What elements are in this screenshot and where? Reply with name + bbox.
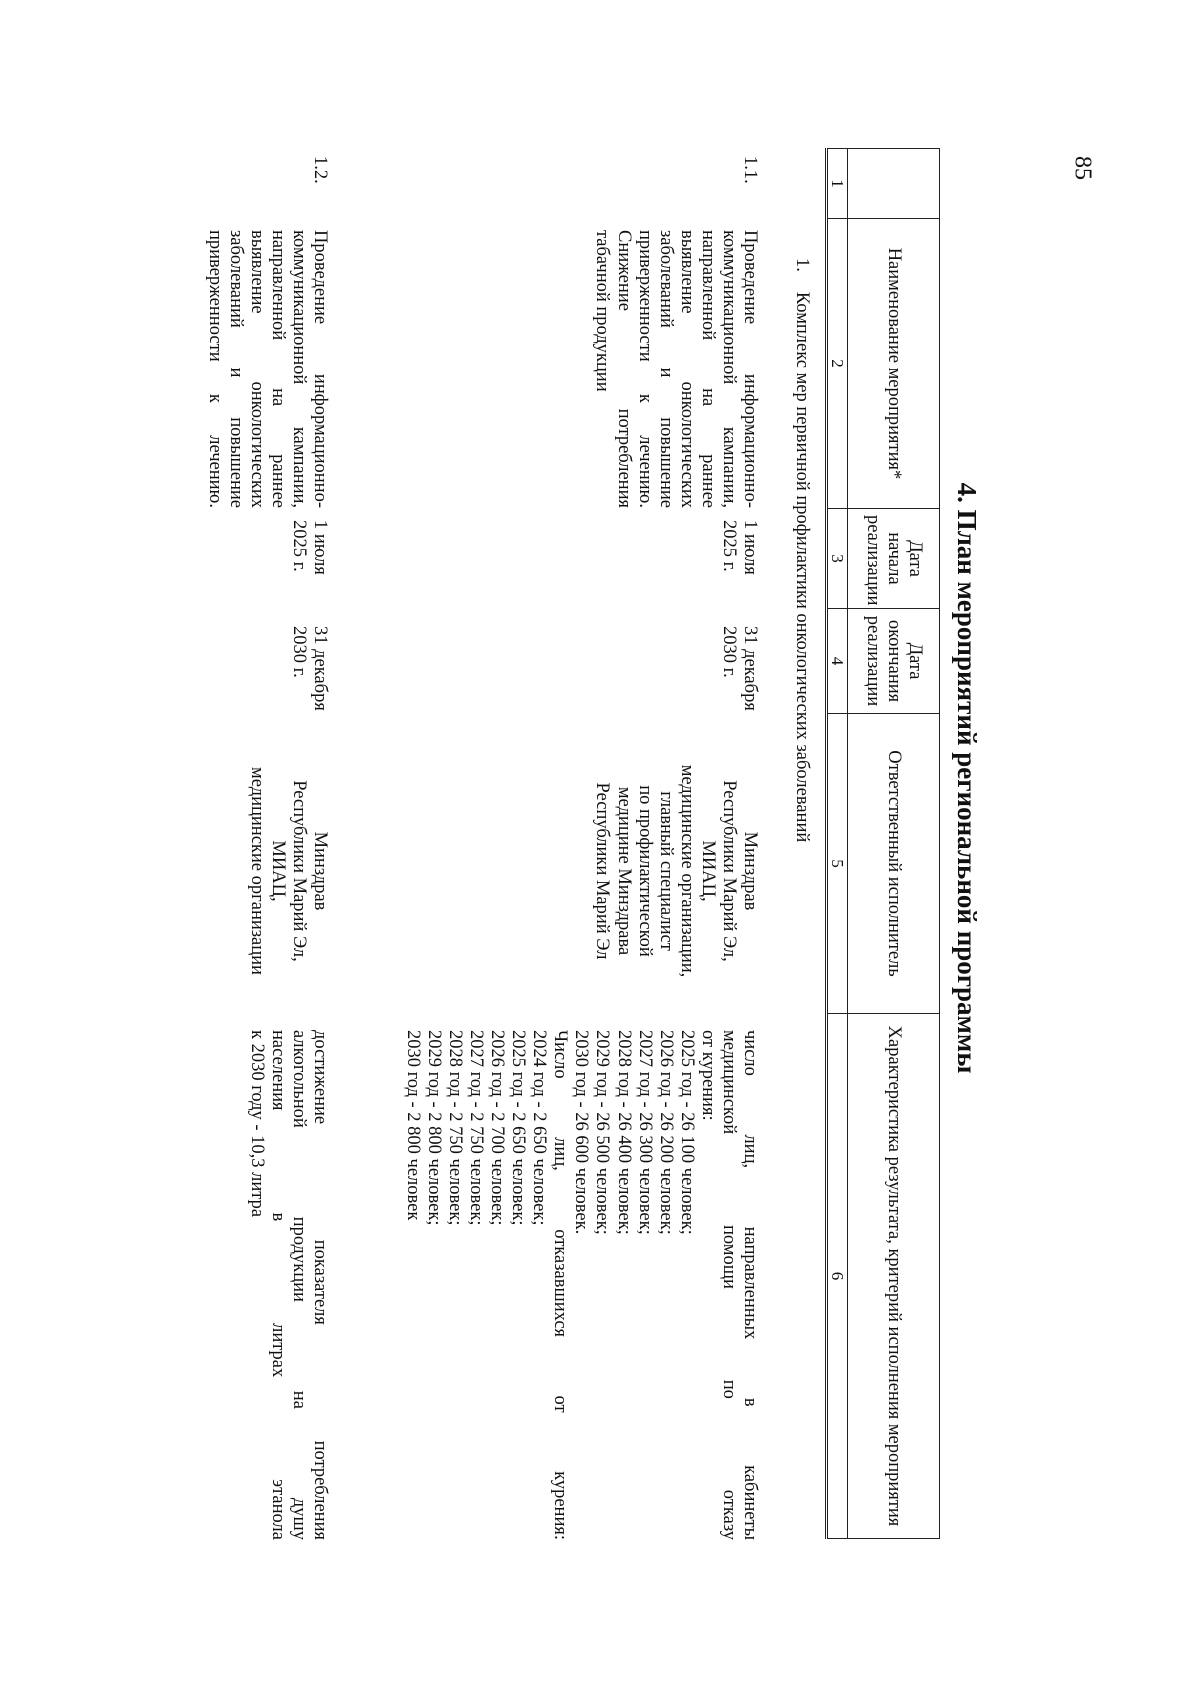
event-name-line: коммуникационной кампании, (288, 230, 309, 508)
start-date (718, 520, 760, 614)
column-header-start-date: Дата начала реализации (848, 509, 940, 609)
result-line: 2030 год - 26 600 человек. (571, 1030, 592, 1235)
event-name-line: Проведение информационно- (310, 230, 330, 508)
event-name-line: выявление онкологических (676, 230, 697, 508)
column-header-executor: Ответственный исполнитель (848, 714, 940, 1014)
executor (246, 728, 330, 1014)
executor-line: Республики Марий Эл, (718, 780, 739, 962)
section-heading (791, 258, 812, 842)
start-date (288, 520, 330, 614)
section-title: Комплекс мер первичной профилактики онкологических заболеваний (792, 291, 812, 843)
event-name-line: направленной на раннее (697, 230, 718, 508)
event-name-line: Проведение информационно- (740, 230, 760, 508)
result-line: 2029 год - 2 800 человек; (423, 1030, 444, 1226)
event-name-line: заболеваний и повышение (655, 230, 676, 508)
column-header-end-date: Дата окончания реализации (848, 609, 940, 714)
event-name-line: приверженности к лечению. (204, 230, 225, 508)
result-line: Число лиц, отказавшихся от курения: (550, 1030, 571, 1540)
end-date-line: 2030 г. (288, 626, 309, 678)
column-index: 1 (826, 149, 847, 219)
executor-line: медицинские организации, (676, 764, 697, 978)
executor-line: медицине Минздрава (613, 786, 634, 956)
end-date-line: 31 декабря (310, 626, 330, 711)
event-name-line: табачной продукции (592, 230, 613, 392)
event-name-line: выявление онкологических (246, 230, 267, 508)
result-line: населения в литрах этанола (267, 1030, 288, 1540)
result-line: от курения: (697, 1030, 718, 1121)
event-name-line: коммуникационной кампании, (718, 230, 739, 508)
executor-line: Республики Марий Эл, (288, 780, 309, 962)
start-date-line: 1 июля (310, 520, 330, 575)
column-index: 4 (826, 609, 847, 714)
result-criteria (402, 1030, 760, 1540)
result-line: 2028 год - 2 750 человек; (444, 1030, 465, 1226)
end-date (288, 626, 330, 726)
end-date (718, 626, 760, 726)
result-line: число лиц, направленных в кабинеты (740, 1030, 760, 1540)
result-line: 2025 год - 2 650 человек; (508, 1030, 529, 1226)
result-line: 2029 год - 26 500 человек; (592, 1030, 613, 1235)
start-date-line: 2025 г. (288, 520, 309, 572)
end-date-line: 2030 г. (718, 626, 739, 678)
event-name-line: заболеваний и повышение (225, 230, 246, 508)
event-name-line: Снижение потребления (613, 230, 634, 508)
column-header-number (848, 149, 940, 219)
column-index: 6 (826, 1014, 847, 1539)
result-line: 2028 год - 26 400 человек; (613, 1030, 634, 1235)
executor-line: Минздрав (740, 831, 760, 911)
rotated-page (80, 18, 1100, 1658)
executor-line: Минздрав (310, 831, 330, 911)
event-name-line: приверженности к лечению. (634, 230, 655, 508)
result-line: медицинской помощи по отказу (718, 1030, 739, 1540)
page-title: 4. План мероприятий региональной программы (952, 482, 982, 1074)
result-line: алкогольной продукции на душу (288, 1030, 309, 1540)
result-line: 2027 год - 2 750 человек; (465, 1030, 486, 1226)
column-index: 3 (826, 509, 847, 609)
row-number: 1.2. (310, 156, 330, 184)
event-name (591, 230, 760, 508)
executor-line: МИАЦ, (267, 840, 288, 902)
result-line: 2025 год - 26 100 человек; (676, 1030, 697, 1235)
column-index: 2 (826, 219, 847, 509)
event-name-line: направленной на раннее (267, 230, 288, 508)
executor-line: главный специалист (655, 791, 676, 951)
result-line: достижение показателя потребления (310, 1030, 330, 1540)
executor-line: по профилактической (634, 785, 655, 957)
row-number: 1.1. (740, 156, 760, 184)
start-date-line: 2025 г. (718, 520, 739, 572)
executor-line: Республики Марий Эл (592, 782, 613, 960)
page-number: 85 (1069, 156, 1096, 180)
result-line: к 2030 году - 10,3 литра (246, 1030, 267, 1218)
executor (591, 728, 760, 1014)
result-line: 2027 год - 26 300 человек; (634, 1030, 655, 1235)
column-header-name: Наименование мероприятия* (848, 219, 940, 509)
event-name (204, 230, 330, 508)
plan-table-header (825, 148, 940, 1539)
result-line: 2026 год - 2 700 человек; (487, 1030, 508, 1226)
executor-line: МИАЦ, (697, 840, 718, 902)
result-criteria (246, 1030, 330, 1540)
start-date-line: 1 июля (740, 520, 760, 575)
end-date-line: 31 декабря (740, 626, 760, 711)
result-line: 2030 год - 2 800 человек (402, 1030, 423, 1221)
section-number: 1. (792, 258, 812, 272)
result-line: 2026 год - 26 200 человек; (655, 1030, 676, 1235)
executor-line: медицинские организации (246, 767, 267, 975)
column-index: 5 (826, 714, 847, 1014)
column-header-result: Характеристика результата, критерий исполнения мероприятия (848, 1014, 940, 1539)
result-line: 2024 год - 2 650 человек; (529, 1030, 550, 1226)
